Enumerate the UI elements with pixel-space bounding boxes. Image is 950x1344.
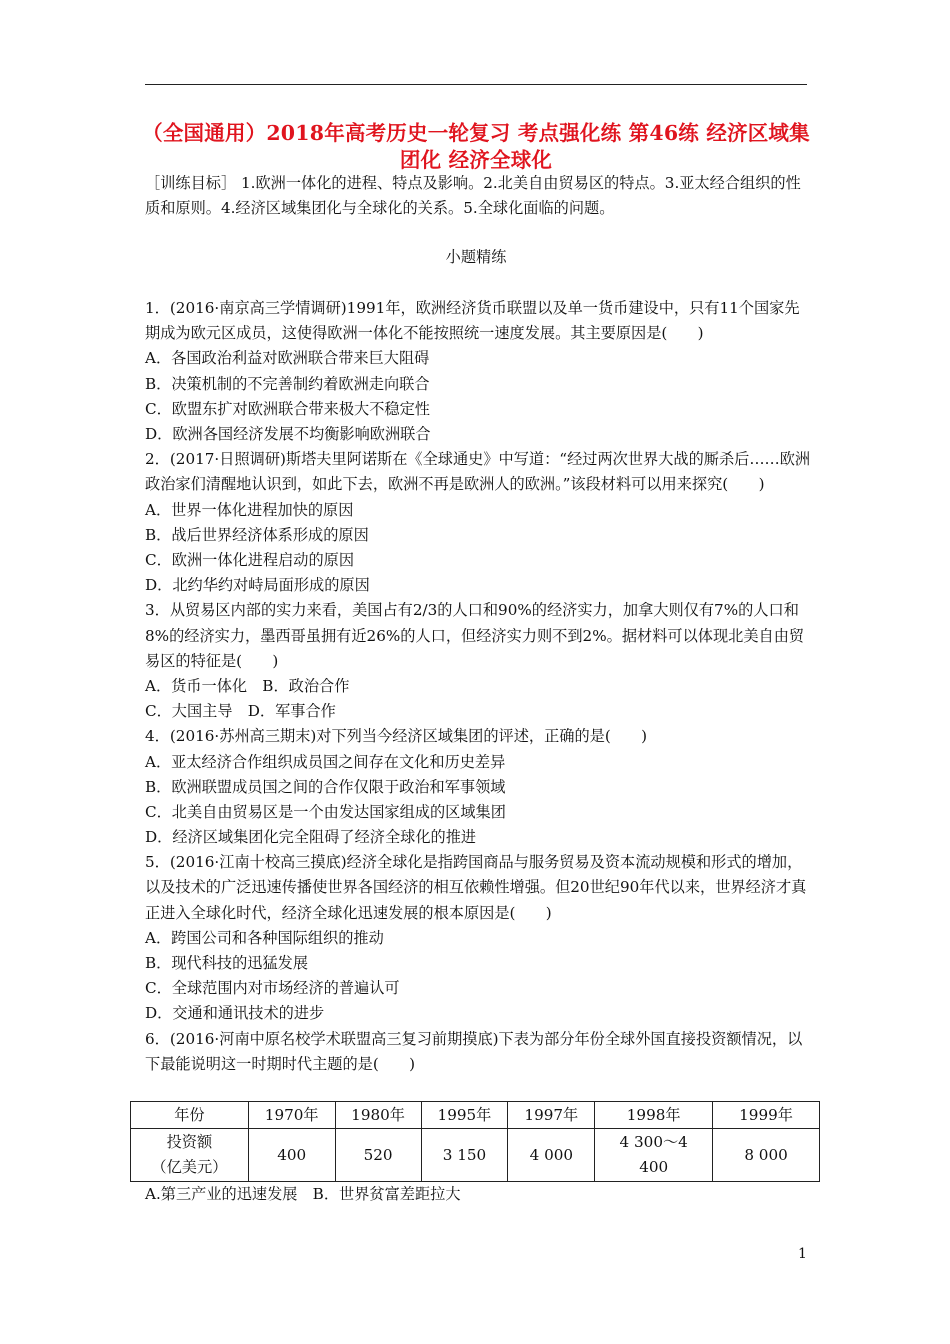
option: D．北约华约对峙局面形成的原因 bbox=[145, 576, 370, 595]
option: D．经济区域集团化完全阻碍了经济全球化的推进 bbox=[145, 828, 477, 847]
option: A．跨国公司和各种国际组织的推动 bbox=[145, 928, 384, 947]
question-2 bbox=[145, 447, 813, 598]
question-5 bbox=[145, 850, 813, 1026]
table-cell: 520 bbox=[335, 1129, 421, 1182]
table-cell: 4 000 bbox=[508, 1129, 595, 1182]
document-title: （全国通用）2018年高考历史一轮复习 考点强化练 第46练 经济区域集团化 经济全球化 bbox=[142, 121, 810, 172]
option: A．亚太经济合作组织成员国之间存在文化和历史差异 bbox=[145, 752, 506, 771]
option: A．世界一体化进程加快的原因 bbox=[145, 500, 354, 519]
row-label-line: 投资额 bbox=[166, 1133, 213, 1151]
table-header-row bbox=[131, 1102, 820, 1129]
table-header-cell: 1997年 bbox=[508, 1102, 595, 1129]
option: B．战后世界经济体系形成的原因 bbox=[145, 525, 369, 544]
question-stem: 3．从贸易区内部的实力来看，美国占有2/3的人口和90%的经济实力，加拿大则仅有7%的人口和8%的经济实力，墨西哥虽拥有近26%的人口，但经济实力则不到2%。据材料可以体现北美自由贸易区的特征是( ) bbox=[145, 601, 805, 670]
investment-table bbox=[130, 1101, 820, 1182]
question-list bbox=[145, 296, 813, 1077]
question-3 bbox=[145, 598, 813, 724]
table-row bbox=[131, 1129, 820, 1182]
option: A．货币一体化 B．政治合作 bbox=[145, 676, 350, 695]
question-4 bbox=[145, 724, 813, 850]
option: C．北美自由贸易区是一个由发达国家组成的区域集团 bbox=[145, 802, 506, 821]
option: C．大国主导 D．军事合作 bbox=[145, 702, 336, 721]
table-row-label bbox=[131, 1129, 249, 1182]
option: C．欧盟东扩对欧洲联合带来极大不稳定性 bbox=[145, 399, 430, 418]
training-goal: ［训练目标］ 1.欧洲一体化的进程、特点及影响。2.北美自由贸易区的特点。3.亚太经合组织的性质和原则。4.经济区域集团化与全球化的关系。5.全球化面临的问题。 bbox=[145, 174, 801, 217]
table-header-cell: 1980年 bbox=[335, 1102, 421, 1129]
option: D．欧洲各国经济发展不均衡影响欧洲联合 bbox=[145, 424, 431, 443]
section-heading: 小题精练 bbox=[445, 248, 507, 266]
row-label-line: （亿美元） bbox=[151, 1158, 228, 1176]
option: C．全球范围内对市场经济的普遍认可 bbox=[145, 979, 400, 998]
header-rule bbox=[145, 84, 807, 85]
option: B．现代科技的迅猛发展 bbox=[145, 954, 309, 973]
question-stem: 2．(2017·日照调研)斯塔夫里阿诺斯在《全球通史》中写道：“经过两次世界大战的厮杀后……欧洲政治家们清醒地认识到，如此下去，欧洲不再是欧洲人的欧洲。”该段材料可以用来探究( ) bbox=[145, 450, 811, 494]
question-stem: 5．(2016·江南十校高三摸底)经济全球化是指跨国商品与服务贸易及资本流动规模和形式的增加，以及技术的广泛迅速传播使世界各国经济的相互依赖性增强。但20世纪90年代以来，世界经济才真正进入全球化时代，经济全球化迅速发展的根本原因是( ) bbox=[145, 853, 807, 922]
table-cell: 400 bbox=[248, 1129, 335, 1182]
option: A．各国政治利益对欧洲联合带来巨大阻碍 bbox=[145, 349, 430, 368]
question-1 bbox=[145, 296, 813, 447]
table-header-cell: 1999年 bbox=[713, 1102, 820, 1129]
option: C．欧洲一体化进程启动的原因 bbox=[145, 550, 355, 569]
question-6 bbox=[145, 1027, 813, 1077]
table-cell: 8 000 bbox=[713, 1129, 820, 1182]
table-header-cell: 1995年 bbox=[421, 1102, 508, 1129]
question-stem: 1．(2016·南京高三学情调研)1991年，欧洲经济货币联盟以及单一货币建设中，只有11个国家先期成为欧元区成员，这使得欧洲一体化不能按照统一速度发展。其主要原因是( ) bbox=[145, 299, 800, 343]
question-stem: 6．(2016·河南中原名校学术联盟高三复习前期摸底)下表为部分年份全球外国直接投资额情况，以下最能说明这一时期时代主题的是( ) bbox=[145, 1029, 803, 1073]
question-6-options: A.第三产业的迅速发展 B．世界贫富差距拉大 bbox=[145, 1185, 461, 1203]
option: D．交通和通讯技术的进步 bbox=[145, 1004, 325, 1023]
table-cell: 3 150 bbox=[421, 1129, 508, 1182]
question-stem: 4．(2016·苏州高三期末)对下列当今经济区域集团的评述，正确的是( ) bbox=[145, 727, 648, 746]
option: B．欧洲联盟成员国之间的合作仅限于政治和军事领域 bbox=[145, 777, 506, 796]
table-header-cell: 1998年 bbox=[595, 1102, 713, 1129]
table-header-cell: 1970年 bbox=[248, 1102, 335, 1129]
table-header-cell: 年份 bbox=[131, 1102, 249, 1129]
page-number: 1 bbox=[798, 1246, 807, 1262]
table-cell: 4 300～4 400 bbox=[595, 1129, 713, 1182]
option: B．决策机制的不完善制约着欧洲走向联合 bbox=[145, 374, 430, 393]
